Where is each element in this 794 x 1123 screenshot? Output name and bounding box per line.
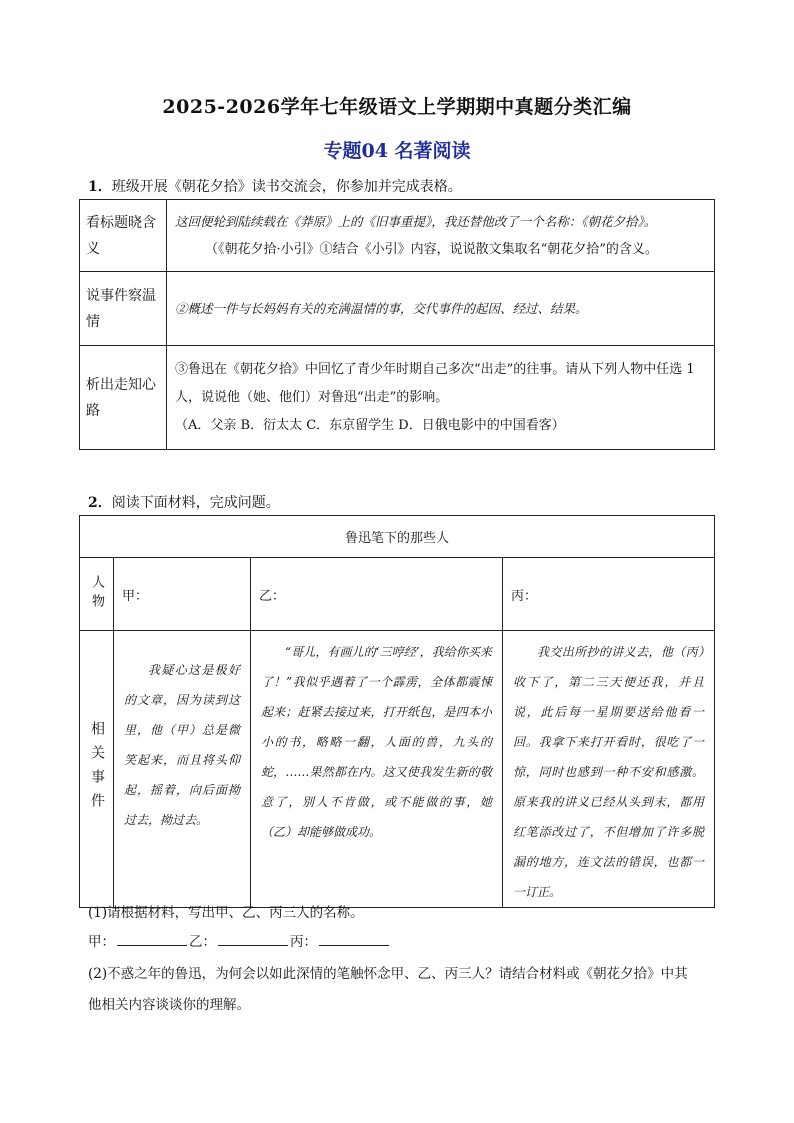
reading-activity-table [79, 199, 715, 450]
task-line: ③鲁迅在《朝花夕拾》中回忆了青少年时期自己多次“出走”的往事。请从下列人物中任选 1 [175, 361, 695, 377]
person-jia-cell: 甲： [114, 558, 251, 631]
event-yi-cell [251, 631, 503, 908]
task-line: ②概述一件与长妈妈有关的充满温情的事，交代事件的起因、经过、结果。 [175, 300, 588, 316]
person-bing-cell: 丙： [503, 558, 715, 631]
table-title: 鲁迅笔下的那些人 [80, 516, 715, 558]
table-row [80, 272, 715, 346]
row-label-events: 相关事件 [80, 631, 114, 908]
event-bing-text: 我交出所抄的讲义去，他（丙）收下了，第二三天便还我，并且说，此后每一星期要送给他看一回。我拿下来打开看时，很吃了一惊，同时也感到一种不安和感激。原来我的讲义已经从头到末，都用红笔添改过了，不但增加了许多脱漏的地方，连文法的错误，也都一一订正。 [513, 645, 704, 899]
blank-yi-input[interactable] [218, 945, 288, 946]
question-2-prompt [88, 492, 280, 512]
table-row [80, 516, 715, 558]
sub-question-1: (1)请根据材料，写出甲、乙、丙三人的名称。 [88, 905, 364, 921]
row-content-event [167, 272, 715, 346]
quote-line: 这回便轮到陆续载在《莽原》上的《旧事重提》，我还替他改了一个名称：《朝花夕拾》。 [175, 213, 657, 229]
table-row [80, 200, 715, 272]
question-1-number: 1． [88, 179, 112, 195]
blank-label-jia: 甲： [88, 934, 115, 950]
row-content-departure [167, 346, 715, 450]
blank-jia-input[interactable] [117, 945, 187, 946]
row-label-departure: 析出走知心路 [80, 346, 167, 450]
person-yi-cell: 乙： [251, 558, 503, 631]
table-row [80, 631, 715, 908]
question-2-number: 2． [88, 495, 112, 511]
question-1-text: 班级开展《朝花夕拾》读书交流会，你参加并完成表格。 [111, 179, 462, 195]
sub-question-2-line1: (2)不惑之年的鲁迅，为何会以如此深情的笔触怀念甲、乙、丙三人？请结合材料或《朝花夕拾》中其 [88, 966, 688, 982]
table-row [80, 346, 715, 450]
answer-blanks [88, 930, 391, 950]
event-jia-text: 我疑心这是极好的文章，因为读到这里，他（甲）总是微笑起来，而且将头仰起，摇着，向后面拗过去，拗过去。 [124, 663, 240, 827]
luxun-people-table [79, 515, 715, 908]
blank-label-yi: 乙： [189, 934, 216, 950]
row-label-people: 人物 [80, 558, 114, 631]
event-jia-cell [114, 631, 251, 908]
task-line: （《朝花夕拾·小引》①结合《小引》内容，说说散文集取名“朝花夕拾”的含义。 [205, 241, 658, 257]
event-yi-text: “哥儿，有画儿的‘三哼经’，我给你买来了！”我似乎遇着了一个霹雳，全体都震悚起来；赶紧去接过来，打开纸包，是四本小小的书，略略一翻，人面的兽，九头的蛇，……果然都在内。这又使我发生新的敬意了，别人不肯做，或不能做的事，她（乙）却能够做成功。 [261, 645, 492, 839]
row-label-event: 说事件察温情 [80, 272, 167, 346]
blank-label-bing: 丙： [290, 934, 317, 950]
topic-subtitle: 专题04 名著阅读 [323, 140, 471, 162]
task-line: 人，说说他（她、他们）对鲁迅“出走”的影响。 [175, 389, 449, 405]
row-label-title-meaning: 看标题晓含义 [80, 200, 167, 272]
event-bing-cell [503, 631, 715, 908]
question-1-prompt [88, 176, 462, 196]
row-content-title-meaning [167, 200, 715, 272]
blank-bing-input[interactable] [319, 945, 389, 946]
options-line: （A．父亲 B．衍太太 C．东京留学生 D．日俄电影中的中国看客） [175, 417, 565, 433]
sub-question-2-line2: 他相关内容谈谈你的理解。 [88, 997, 250, 1013]
question-2-text: 阅读下面材料，完成问题。 [111, 495, 280, 511]
table-row [80, 558, 715, 631]
document-title: 2025-2026学年七年级语文上学期期中真题分类汇编 [162, 96, 632, 118]
